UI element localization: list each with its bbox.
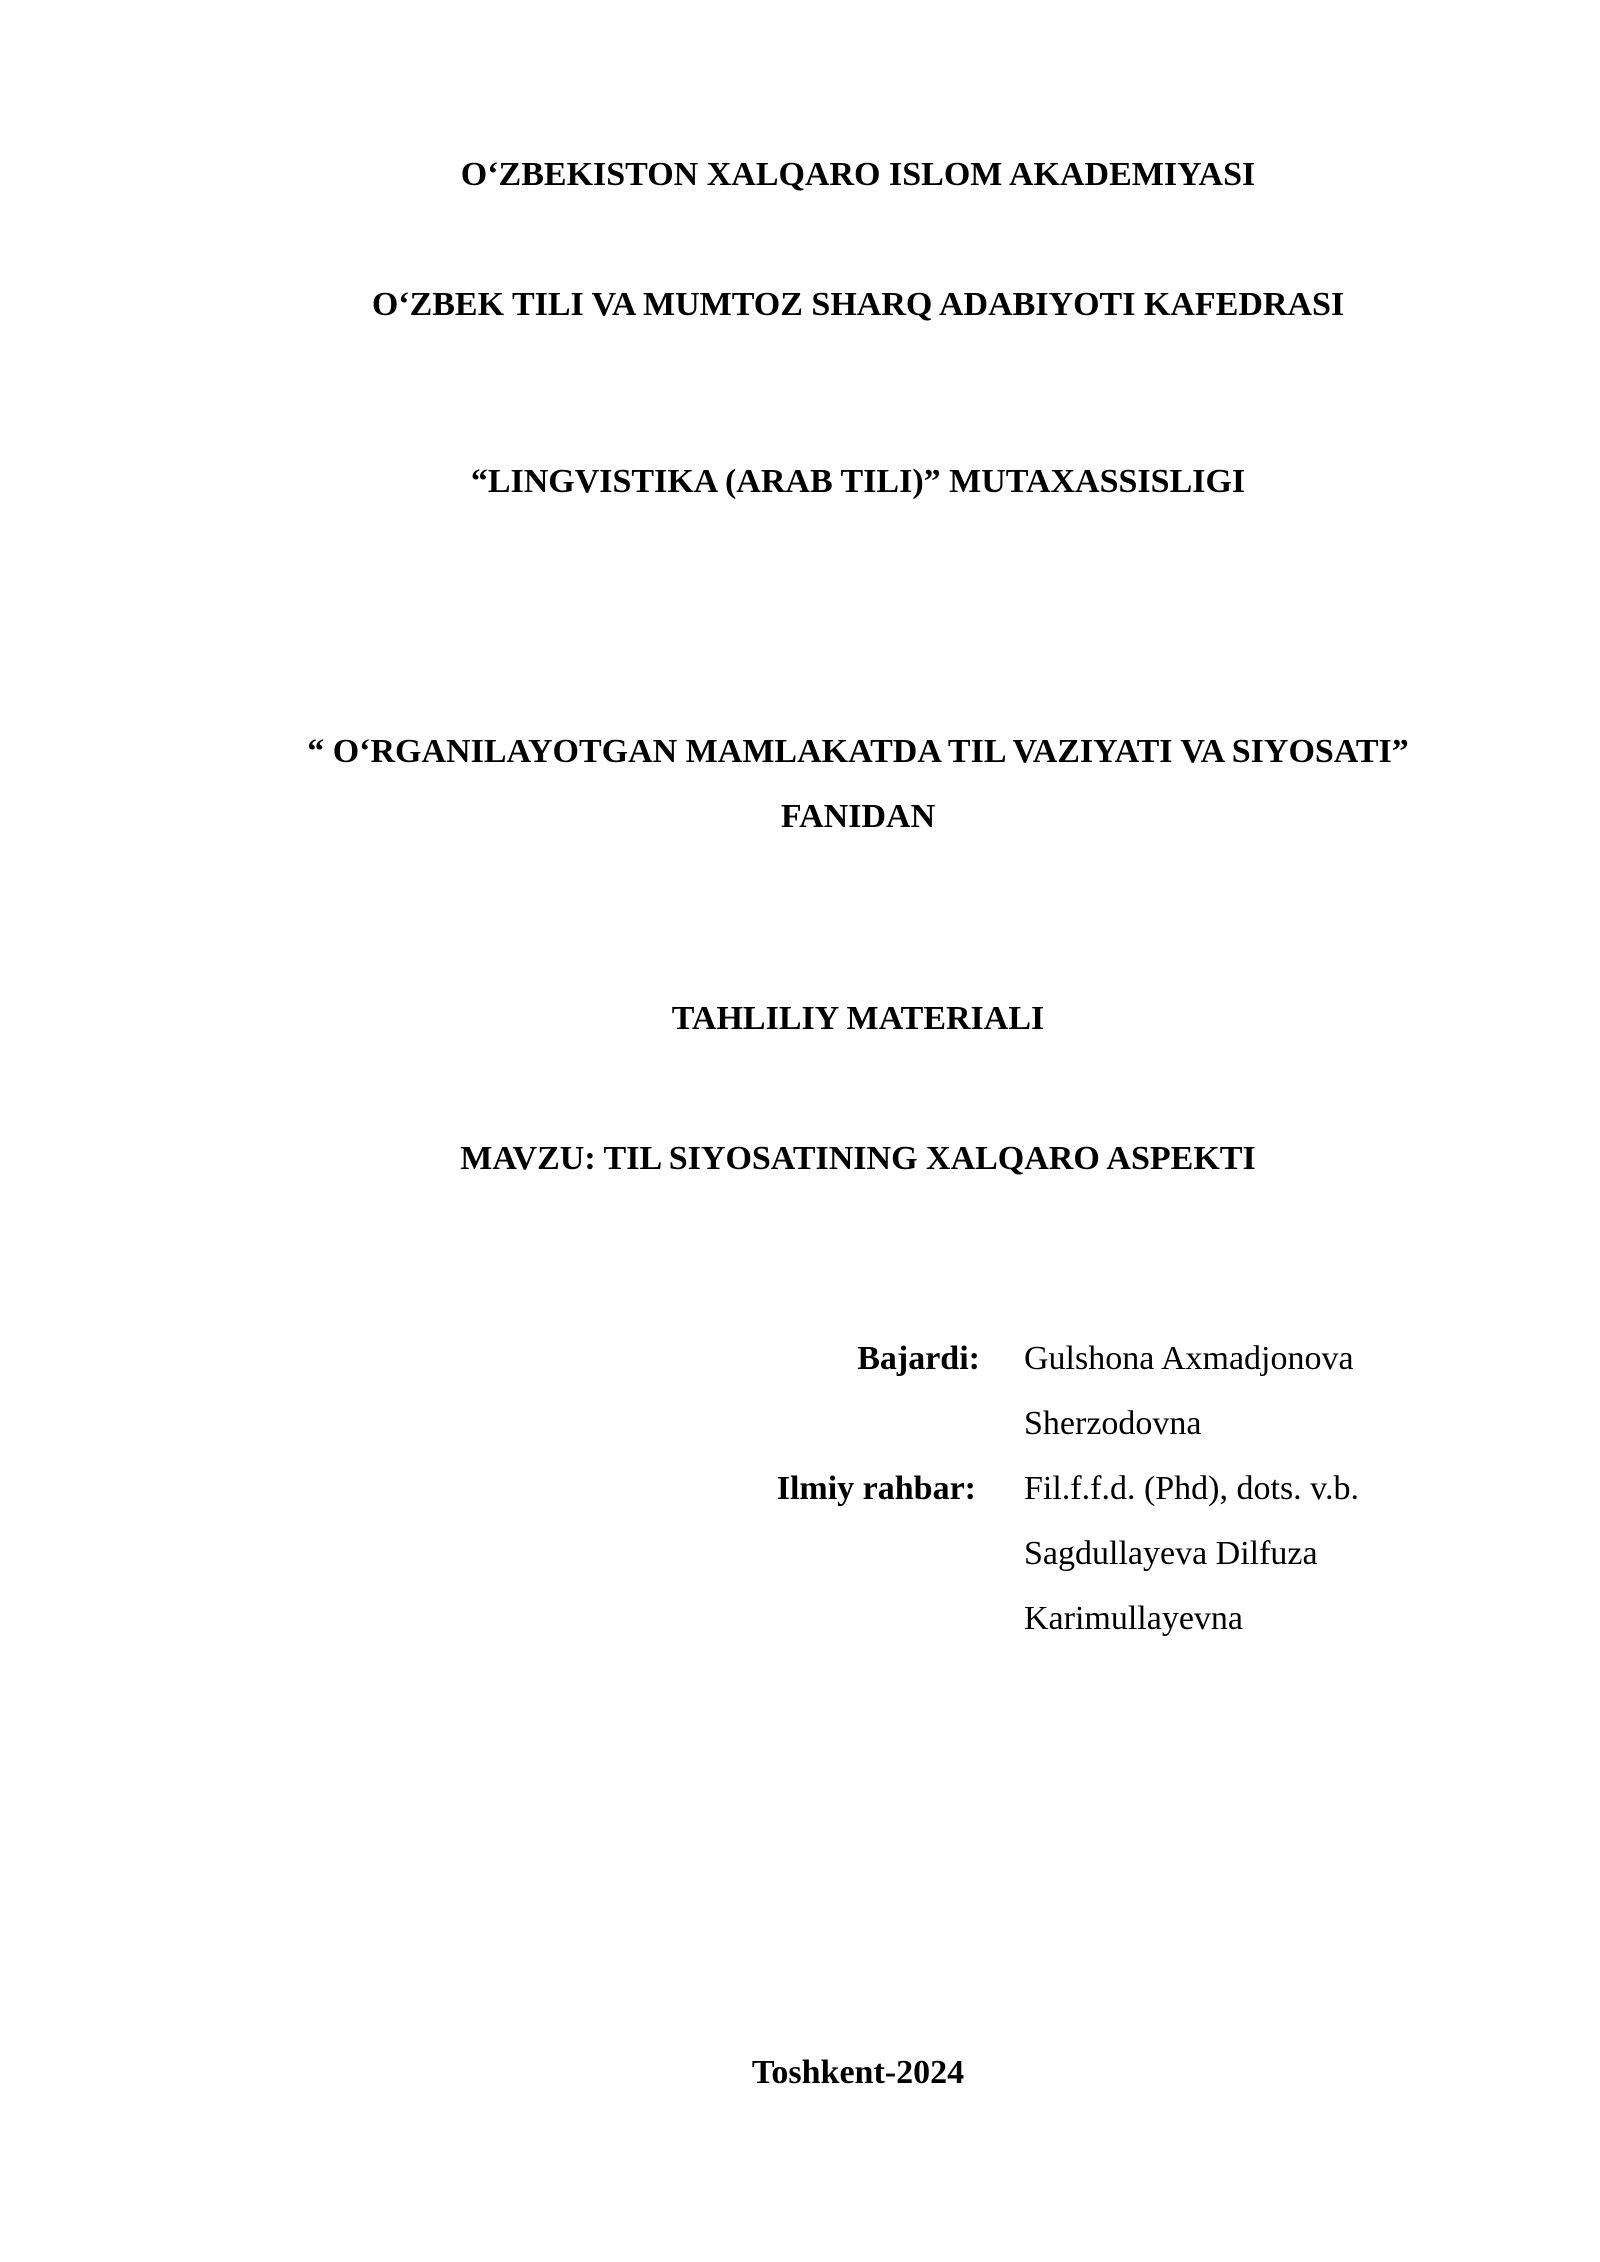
author-name-line1: Gulshona Axmadjonova — [1024, 1340, 1354, 1377]
subject-title-line1: “ O‘RGANILAYOTGAN MAMLAKATDA TIL VAZIYATI VA SIYOSATI” — [307, 733, 1409, 770]
institution-title: O‘ZBEKISTON XALQARO ISLOM AKADEMIYASI — [460, 156, 1256, 193]
specialty-title: “LINGVISTIKA (ARAB TILI)” MUTAXASSISLIGI — [470, 463, 1246, 500]
work-type: TAHLILIY MATERIALI — [671, 1000, 1045, 1037]
author-name-line2: Sherzodovna — [1024, 1405, 1202, 1442]
author-label: Bajardi: — [857, 1340, 980, 1377]
department-title: O‘ZBEK TILI VA MUMTOZ SHARQ ADABIYOTI KAFEDRASI — [371, 286, 1345, 323]
advisor-name-line2: Karimullayevna — [1024, 1600, 1244, 1637]
place-year: Toshkent-2024 — [751, 2054, 965, 2091]
advisor-title: Fil.f.f.d. (Phd), dots. v.b. — [1024, 1470, 1359, 1507]
subject-title-line2: FANIDAN — [780, 798, 936, 835]
advisor-name-line1: Sagdullayeva Dilfuza — [1024, 1535, 1318, 1572]
advisor-label: Ilmiy rahbar: — [776, 1470, 976, 1507]
work-topic: MAVZU: TIL SIYOSATINING XALQARO ASPEKTI — [460, 1140, 1256, 1177]
